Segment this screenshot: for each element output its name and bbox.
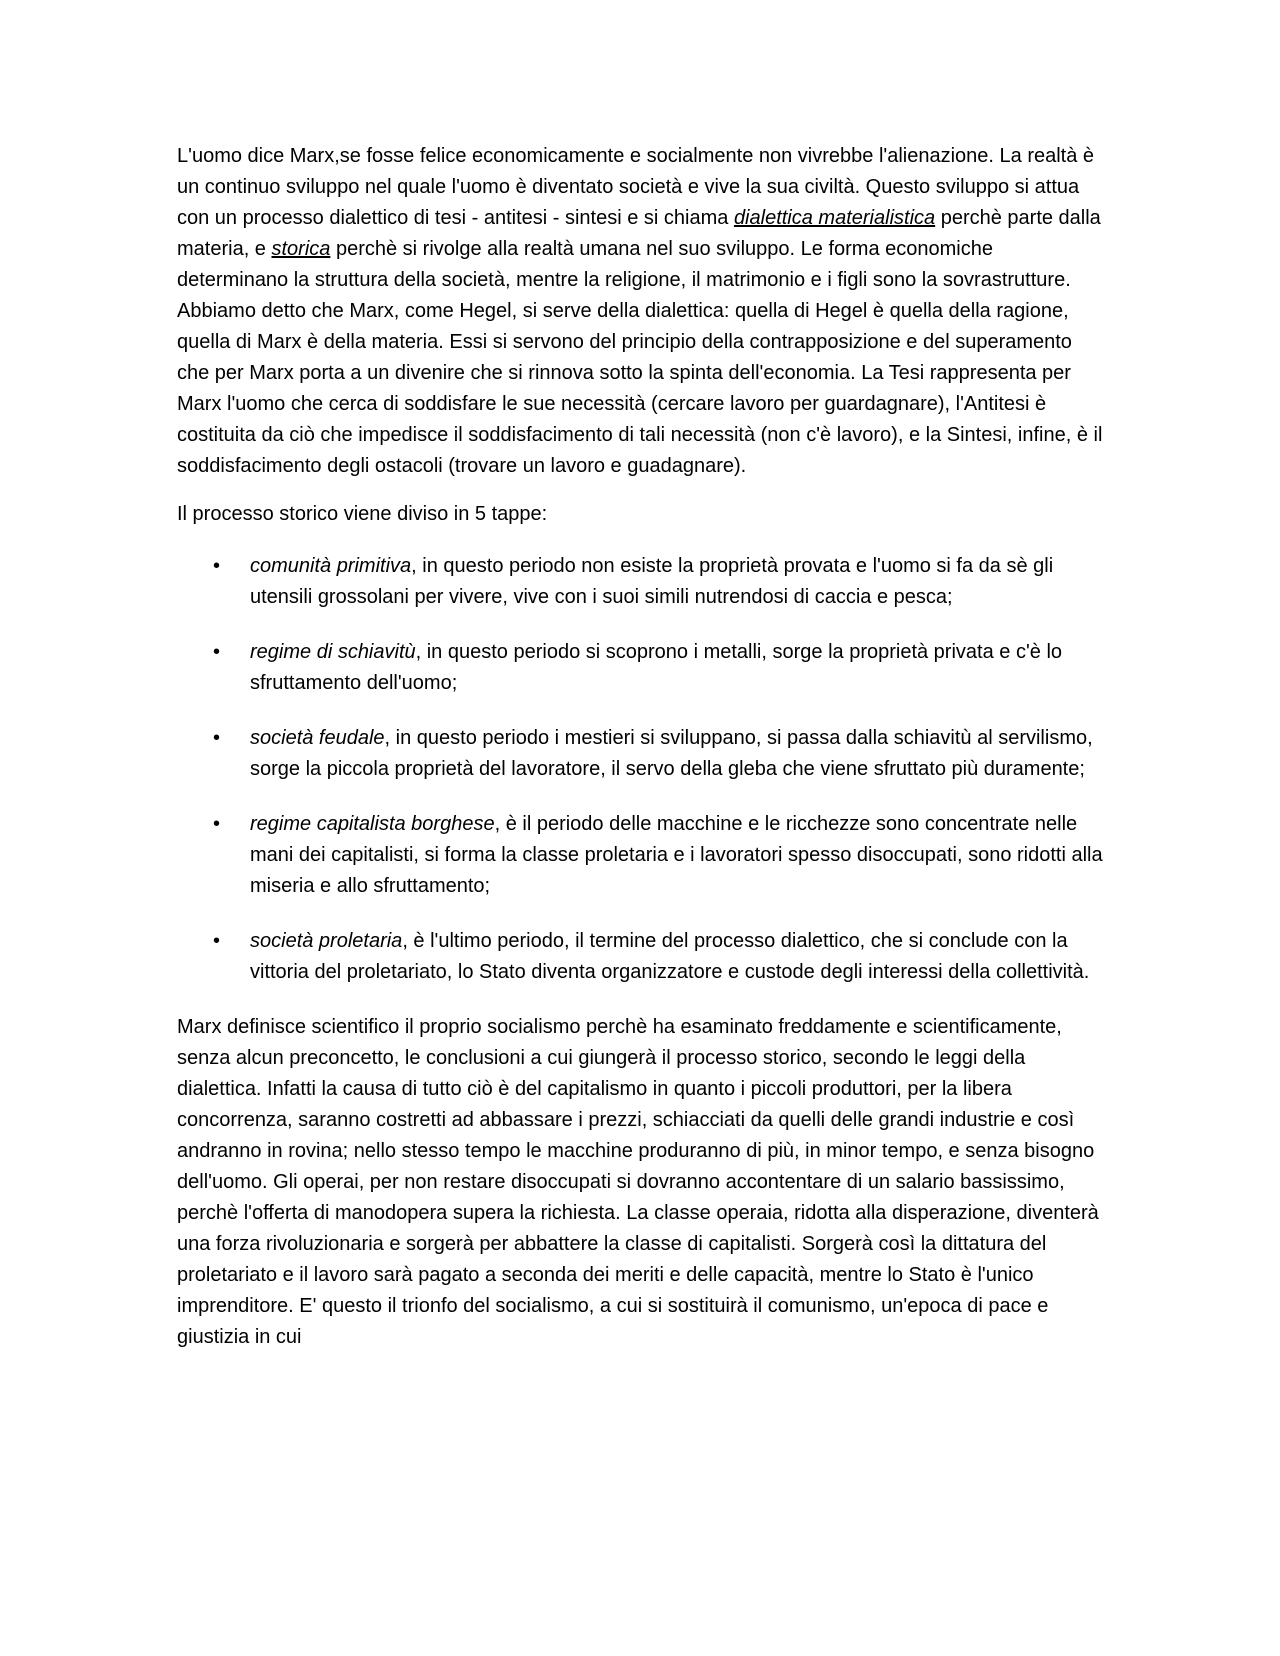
text-segment: società feudale [250, 727, 385, 749]
text-segment: , è l'ultimo periodo, il termine del processo dialettico, che si conclude con la vittoria del proletariato, lo Stato diventa organizzatore e custode degli interessi della collettività. [250, 930, 1090, 983]
text-segment: Marx definisce scientifico il proprio socialismo perchè ha esaminato freddamente e scientificamente, senza alcun preconcetto, le conclusioni a cui giungerà il processo storico, secondo le leggi della dialettica. Infatti la causa di tutto ciò è del capitalismo in quanto i piccoli produttori, per la libera concorrenza, saranno costretti ad abbassare i prezzi, schiacciati da quelli delle grandi industrie e così andranno in rovina; nello stesso tempo le macchine produranno di più, in minor tempo, e senza bisogno dell'uomo. Gli operai, per non restare disoccupati si dovranno accontentare di un salario bassissimo, perchè l'offerta di manodopera supera la richiesta. La classe operaia, ridotta alla disperazione, diventerà una forza rivoluzionaria e sorgerà per abbattere la classe di capitalisti. Sorgerà così la dittatura del proletariato e il lavoro sarà pagato a seconda dei meriti e delle capacità, mentre lo Stato è l'unico imprenditore. E' questo il trionfo del socialismo, a cui si sostituirà il comunismo, un'epoca di pace e giustizia in cui [177, 1016, 1099, 1348]
text-segment: , in questo periodo i mestieri si sviluppano, si passa dalla schiavitù al servilismo, sorge la piccola proprietà del lavoratore, il servo della gleba che viene sfruttato più duramente; [250, 727, 1093, 780]
text-segment: , è il periodo delle macchine e le ricchezze sono concentrate nelle mani dei capitalisti, si forma la classe proletaria e i lavoratori spesso disoccupati, sono ridotti alla miseria e allo sfruttamento; [250, 813, 1103, 897]
text-segment: , in questo periodo non esiste la proprietà provata e l'uomo si fa da sè gli utensili grossolani per vivere, vive con i suoi simili nutrendosi di caccia e pesca; [250, 555, 1054, 608]
text-segment: perchè si rivolge alla realtà umana nel suo sviluppo. Le forma economiche determinano la struttura della società, mentre la religione, il matrimonio e i figli sono la sovrastrutture. Abbiamo detto che Marx, come Hegel, si serve della dialettica: quella di Hegel è quella della ragione, quella di Marx è della materia. Essi si servono del principio della contrapposizione e del superamento che per Marx porta a un divenire che si rinnova sotto la spinta dell'economia. La Tesi rappresenta per Marx l'uomo che cerca di soddisfare le sue necessità (cercare lavoro per guardagnare), l'Antitesi è costituita da ciò che impedisce il soddisfacimento di tali necessità (non c'è lavoro), e la Sintesi, infine, è il soddisfacimento degli ostacoli (trovare un lavoro e guadagnare). [177, 238, 1103, 477]
text-segment: perchè parte dalla materia, e [177, 207, 1101, 260]
text-segment: regime capitalista borghese [250, 813, 495, 835]
stages-list [177, 551, 1104, 988]
stage-list-item [250, 551, 1104, 613]
stage-list-item [250, 637, 1104, 699]
paragraph-intro [177, 141, 1104, 482]
paragraph-stages-lead [177, 499, 1104, 530]
stage-list-item [250, 809, 1104, 902]
text-segment: dialettica materialistica [733, 207, 936, 229]
text-segment: regime di schiavitù [250, 641, 416, 663]
text-segment: Il processo storico viene diviso in 5 tappe: [177, 503, 548, 525]
text-segment: L'uomo dice Marx,se fosse felice economicamente e socialmente non vivrebbe l'alienazione. La realtà è un continuo sviluppo nel quale l'uomo è diventato società e vive la sua civiltà. Questo sviluppo si attua con un processo dialettico di tesi - antitesi - sintesi e si chiama [177, 145, 1095, 229]
paragraph-socialism [177, 1012, 1104, 1353]
text-segment: storica [271, 238, 331, 260]
stage-list-item [250, 926, 1104, 988]
stage-list-item [250, 723, 1104, 785]
text-segment: , in questo periodo si scoprono i metalli, sorge la proprietà privata e c'è lo sfruttamento dell'uomo; [250, 641, 1063, 694]
text-segment: comunità primitiva [250, 555, 412, 577]
text-segment: società proletaria [250, 930, 403, 952]
